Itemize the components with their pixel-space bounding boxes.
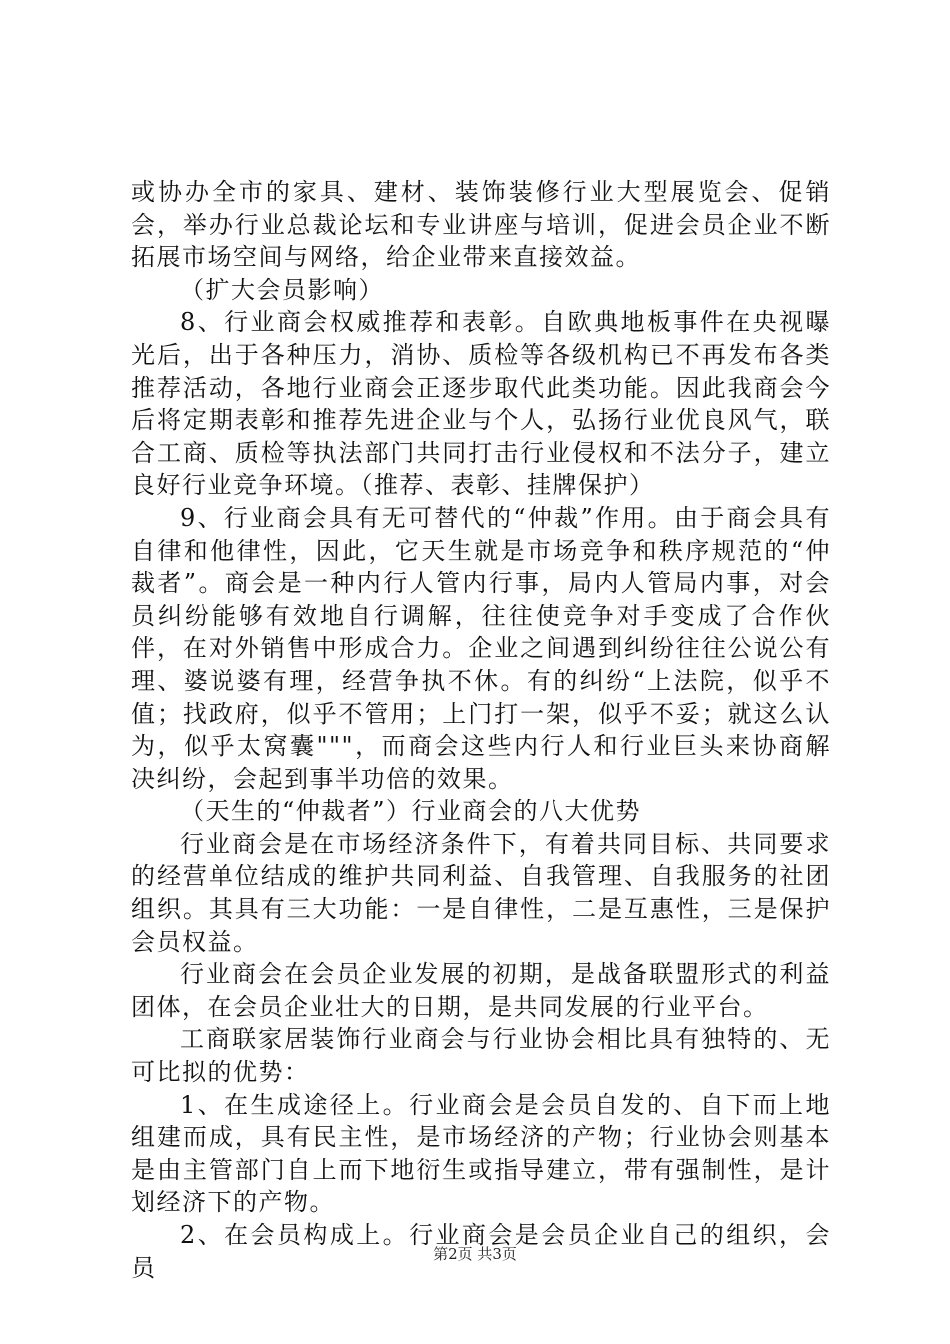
paragraph: （天生的“仲裁者”）行业商会的八大优势: [180, 797, 642, 826]
document-body: [131, 176, 831, 1284]
paragraph: （扩大会员影响）: [180, 275, 384, 304]
paragraph: 9、行业商会具有无可替代的“仲裁”作用。由于商会具有自律和他律性，因此，它天生就是市场竞争和秩序规范的“仲裁者”。商会是一种内行人管内行事，局内人管局内事，对会员纠纷能够有效地自行调解，往往使竞争对手变成了合作伙伴，在对外销售中形成合力。企业之间遇到纠纷往往公说公有理、婆说婆有理，经营争执不休。有的纠纷“上法院，似乎不值；找政府，似乎不管用；上门打一架，似乎不妥；就这么认为，似乎太窝囊"""，而商会这些内行人和行业巨头来协商解决纠纷，会起到事半功倍的效果。: [131, 503, 831, 793]
paragraph: 1、在生成途径上。行业商会是会员自发的、自下而上地组建而成，具有民主性，是市场经济的产物；行业协会则基本是由主管部门自上而下地衍生或指导建立，带有强制性，是计划经济下的产物。: [131, 1090, 831, 1217]
page-footer: 第2页 共3页: [433, 1245, 517, 1263]
paragraph: 工商联家居装饰行业商会与行业协会相比具有独特的、无可比拟的优势：: [131, 1025, 831, 1087]
paragraph: 8、行业商会权威推荐和表彰。自欧典地板事件在央视曝光后，出于各种压力，消协、质检等各级机构已不再发布各类推荐活动，各地行业商会正逐步取代此类功能。因此我商会今后将定期表彰和推荐先进企业与个人，弘扬行业优良风气，联合工商、质检等执法部门共同打击行业侵权和不法分子，建立良好行业竞争环境。（推荐、表彰、挂牌保护）: [131, 308, 831, 500]
paragraph: 行业商会是在市场经济条件下，有着共同目标、共同要求的经营单位结成的维护共同利益、自我管理、自我服务的社团组织。其具有三大功能：一是自律性，二是互惠性，三是保护会员权益。: [131, 829, 831, 956]
paragraph: 行业商会在会员企业发展的初期，是战备联盟形式的利益团体，在会员企业壮大的日期，是共同发展的行业平台。: [131, 960, 831, 1021]
paragraph: 或协办全市的家具、建材、装饰装修行业大型展览会、促销会，举办行业总裁论坛和专业讲座与培训，促进会员企业不断拓展市场空间与网络，给企业带来直接效益。: [131, 178, 831, 272]
paragraph: 2、在会员构成上。行业商会是会员企业自己的组织，会员: [131, 1221, 831, 1282]
